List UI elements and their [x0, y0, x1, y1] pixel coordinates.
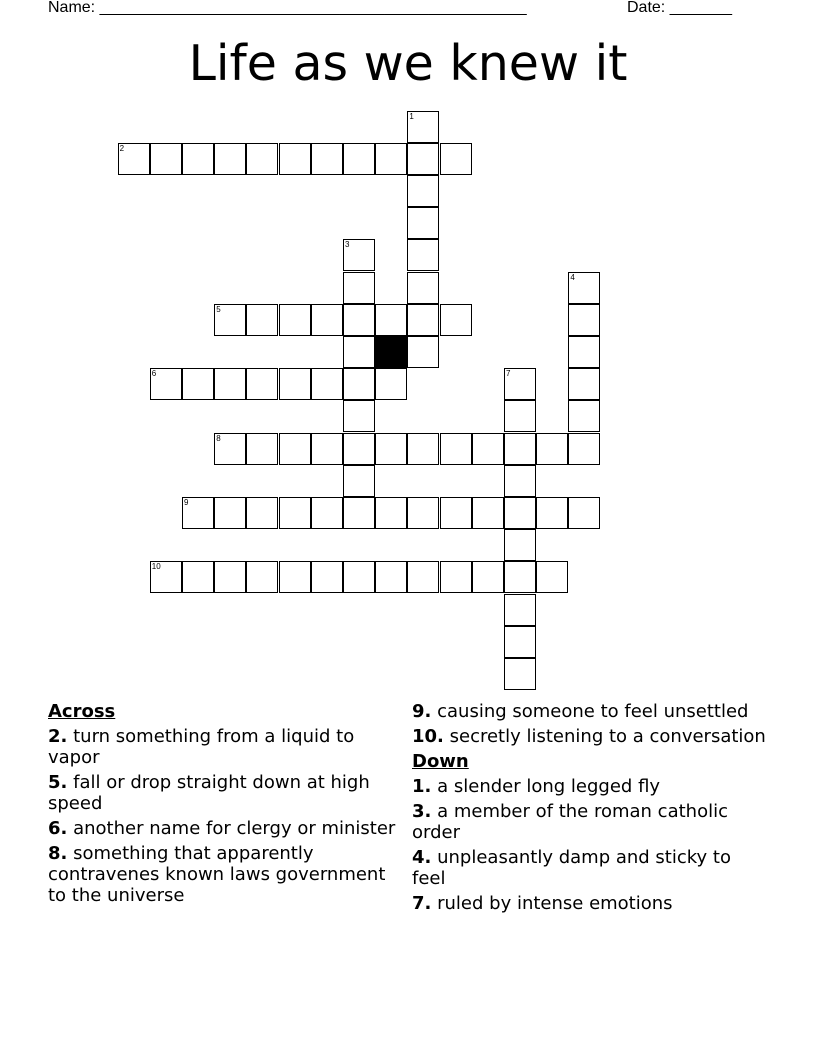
- grid-cell[interactable]: [279, 143, 311, 175]
- clue-text: ruled by intense emotions: [437, 893, 673, 914]
- grid-cell[interactable]: [504, 658, 536, 690]
- clue-text: unpleasantly damp and sticky to feel: [412, 847, 731, 889]
- grid-cell[interactable]: [568, 272, 600, 304]
- grid-cell[interactable]: [214, 143, 246, 175]
- grid-cell[interactable]: [279, 561, 311, 593]
- grid-cell[interactable]: [311, 433, 343, 465]
- clue-number-label: 9: [184, 498, 189, 507]
- grid-cell[interactable]: [214, 304, 246, 336]
- grid-cell[interactable]: [214, 368, 246, 400]
- grid-cell[interactable]: [504, 594, 536, 626]
- grid-cell[interactable]: [246, 143, 278, 175]
- clue-number-label: 6: [151, 369, 157, 379]
- grid-cell[interactable]: [568, 497, 600, 529]
- across-heading: Across: [48, 701, 116, 722]
- grid-cell[interactable]: [407, 111, 439, 143]
- grid-cell[interactable]: [407, 143, 439, 175]
- grid-cell[interactable]: [150, 561, 182, 593]
- clue-number: 7.: [412, 893, 432, 914]
- grid-cell[interactable]: [343, 433, 375, 465]
- grid-cell[interactable]: [407, 175, 439, 207]
- grid-cell[interactable]: [504, 465, 536, 497]
- grid-cell[interactable]: [279, 304, 311, 336]
- grid-cell[interactable]: [118, 143, 150, 175]
- grid-cell[interactable]: [375, 304, 407, 336]
- grid-cell[interactable]: [407, 497, 439, 529]
- grid-cell[interactable]: [279, 433, 311, 465]
- name-field[interactable]: Name: ________________________________________________: [48, 0, 527, 16]
- grid-cell[interactable]: [375, 368, 407, 400]
- grid-cell[interactable]: [150, 143, 182, 175]
- clue-number: 5.: [48, 772, 68, 793]
- grid-cell[interactable]: [407, 433, 439, 465]
- clue-text: another name for clergy or minister: [73, 818, 396, 839]
- clue-number-label: 2: [119, 143, 125, 153]
- grid-cell[interactable]: [536, 497, 568, 529]
- grid-cell[interactable]: [568, 304, 600, 336]
- grid-cell[interactable]: [214, 561, 246, 593]
- across-clue-8: [48, 843, 404, 906]
- clue-number-label: 8: [216, 433, 221, 443]
- clue-text: something that apparently contravenes known laws government to the universe: [48, 843, 386, 906]
- grid-cell[interactable]: [182, 561, 214, 593]
- across-clue-10: [412, 726, 768, 747]
- grid-cell[interactable]: [504, 368, 536, 400]
- page-title: Life as we knew it: [188, 35, 628, 92]
- grid-cell[interactable]: [568, 400, 600, 432]
- grid-cell[interactable]: [375, 497, 407, 529]
- clue-number: 4.: [412, 847, 432, 868]
- grid-cell[interactable]: [182, 143, 214, 175]
- date-field[interactable]: Date: _______: [627, 0, 732, 16]
- grid-cell[interactable]: [343, 143, 375, 175]
- clue-number-label: 3: [345, 240, 350, 250]
- clue-number: 2.: [48, 726, 68, 747]
- grid-cell[interactable]: [568, 368, 600, 400]
- grid-cell[interactable]: [504, 561, 536, 593]
- grid-cell[interactable]: [472, 561, 504, 593]
- clue-number-label: 4: [570, 272, 575, 282]
- grid-cell[interactable]: [279, 368, 311, 400]
- clue-text: a slender long legged fly: [437, 776, 661, 797]
- clue-number-label: 10: [151, 562, 161, 572]
- grid-cell[interactable]: [407, 239, 439, 271]
- grid-cell[interactable]: [440, 304, 472, 336]
- grid-cell[interactable]: [246, 561, 278, 593]
- grid-cell[interactable]: [375, 143, 407, 175]
- grid-cell[interactable]: [407, 336, 439, 368]
- grid-cell[interactable]: [343, 465, 375, 497]
- grid-cell[interactable]: [311, 368, 343, 400]
- grid-cell[interactable]: [536, 433, 568, 465]
- grid-cell[interactable]: [150, 368, 182, 400]
- grid-cell[interactable]: [472, 497, 504, 529]
- grid-cell[interactable]: [343, 561, 375, 593]
- grid-cell[interactable]: [440, 433, 472, 465]
- grid-cell[interactable]: [504, 626, 536, 658]
- grid-cell[interactable]: [407, 304, 439, 336]
- grid-cell[interactable]: [536, 561, 568, 593]
- grid-cell[interactable]: [343, 497, 375, 529]
- grid-cell[interactable]: [214, 497, 246, 529]
- down-clue-3: [412, 801, 768, 843]
- grid-cell[interactable]: [440, 561, 472, 593]
- grid-cell[interactable]: [375, 433, 407, 465]
- grid-cell[interactable]: [568, 336, 600, 368]
- clue-number-label: 5: [216, 304, 221, 314]
- down-heading: Down: [412, 751, 469, 772]
- grid-cell[interactable]: [504, 400, 536, 432]
- grid-cell[interactable]: [343, 239, 375, 271]
- clue-number: 8.: [48, 843, 68, 864]
- grid-cell[interactable]: [568, 433, 600, 465]
- grid-cell[interactable]: [440, 143, 472, 175]
- grid-cell[interactable]: [504, 497, 536, 529]
- grid-cell[interactable]: [279, 497, 311, 529]
- grid-cell[interactable]: [343, 400, 375, 432]
- down-clue-1: [412, 776, 768, 797]
- grid-cell[interactable]: [343, 368, 375, 400]
- grid-cell[interactable]: [214, 433, 246, 465]
- grid-cell[interactable]: [182, 497, 214, 529]
- clue-text: secretly listening to a conversation: [449, 726, 766, 747]
- grid-cell[interactable]: [375, 561, 407, 593]
- grid-cell[interactable]: [504, 529, 536, 561]
- clue-text: fall or drop straight down at high speed: [48, 772, 370, 814]
- clue-text: causing someone to feel unsettled: [437, 701, 749, 722]
- grid-cell[interactable]: [246, 368, 278, 400]
- grid-cell[interactable]: [343, 304, 375, 336]
- clue-number: 10.: [412, 726, 444, 747]
- across-clue-6: [48, 818, 404, 839]
- down-clue-4: [412, 847, 768, 889]
- grid-cell[interactable]: [407, 561, 439, 593]
- grid-cell[interactable]: [311, 304, 343, 336]
- grid-cell[interactable]: [246, 497, 278, 529]
- grid-cell[interactable]: [343, 272, 375, 304]
- down-clue-7: [412, 893, 768, 914]
- grid-cell[interactable]: [311, 143, 343, 175]
- grid-cell[interactable]: [246, 433, 278, 465]
- clue-number-label: 7: [506, 369, 511, 379]
- across-clue-5: [48, 772, 404, 814]
- clue-number: 1.: [412, 776, 432, 797]
- grid-cell[interactable]: [440, 497, 472, 529]
- clue-text: a member of the roman catholic order: [412, 801, 728, 843]
- clue-number: 9.: [412, 701, 432, 722]
- grid-cell[interactable]: [407, 207, 439, 239]
- grid-cell[interactable]: [311, 497, 343, 529]
- clue-number-label: 1: [409, 111, 414, 121]
- across-clue-9: [412, 701, 768, 722]
- clue-number: 3.: [412, 801, 432, 822]
- clue-text: turn something from a liquid to vapor: [48, 726, 355, 768]
- grid-cell[interactable]: [246, 304, 278, 336]
- grid-cell[interactable]: [407, 272, 439, 304]
- grid-cell[interactable]: [504, 433, 536, 465]
- clues-column-left: [48, 701, 404, 910]
- grid-cell[interactable]: [472, 433, 504, 465]
- across-clue-2: [48, 726, 404, 768]
- clues-column-right: [412, 701, 768, 918]
- grid-cell[interactable]: [311, 561, 343, 593]
- grid-cell[interactable]: [182, 368, 214, 400]
- clue-number: 6.: [48, 818, 68, 839]
- black-cell: [375, 336, 407, 368]
- grid-cell[interactable]: [343, 336, 375, 368]
